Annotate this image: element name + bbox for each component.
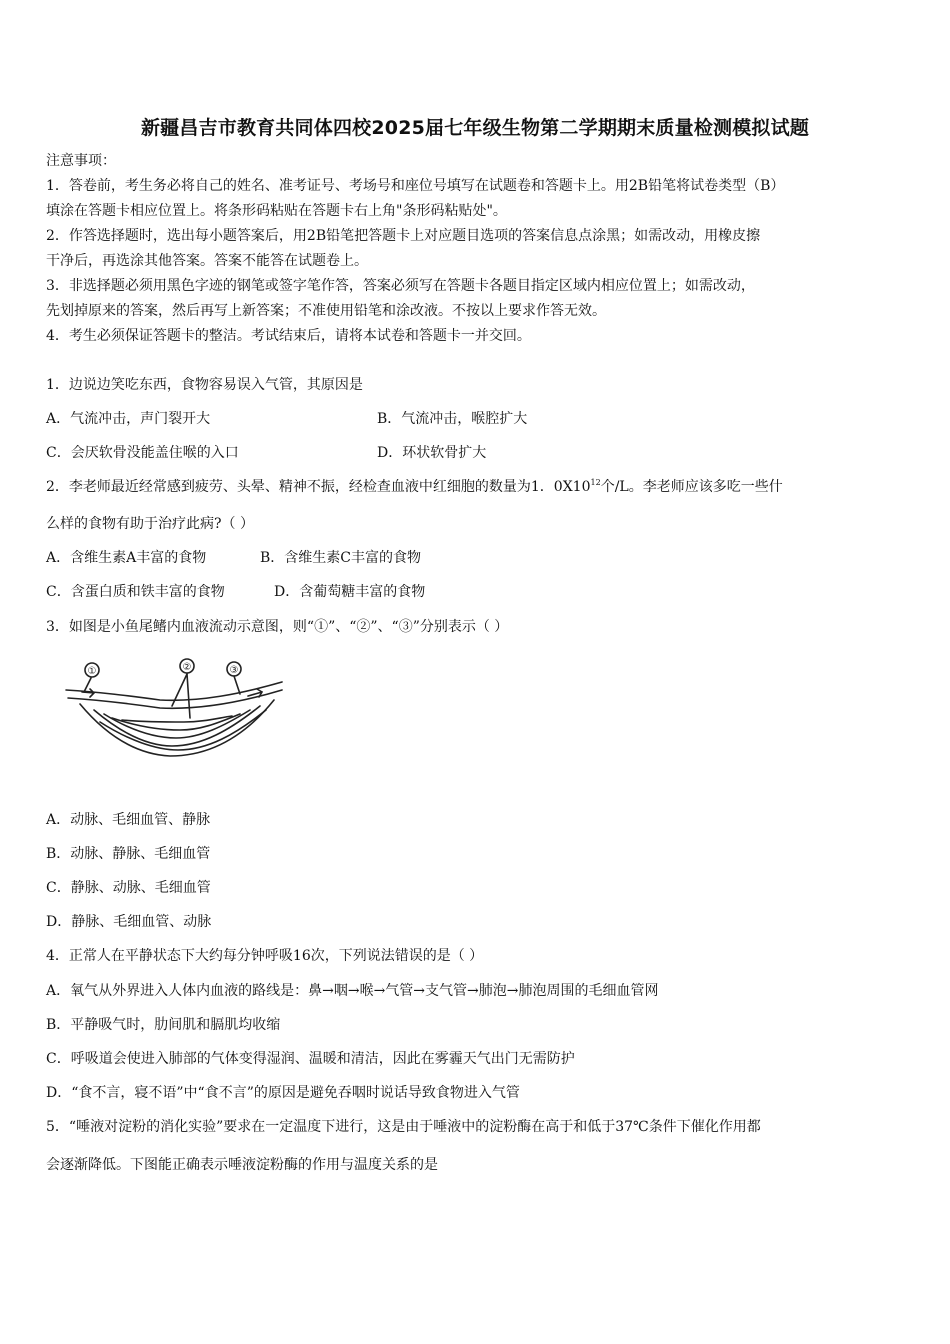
upper-vessel-line — [66, 682, 282, 700]
question-5-stem-line2: 会逐渐降低。下图能正确表示唾液淀粉酶的作用与温度关系的是 — [46, 1157, 438, 1173]
label-pointer — [187, 674, 190, 718]
q4-option-a: A．氧气从外界进入人体内血液的路线是：鼻→咽→喉→气管→支气管→肺泡→肺泡周围的毛细血管网 — [46, 983, 659, 999]
page-title: 新疆昌吉市教育共同体四校2025届七年级生物第二学期期末质量检测模拟试题 — [140, 117, 810, 139]
notice-line: 填涂在答题卡相应位置上。将条形码粘贴在答题卡右上角"条形码粘贴处"。 — [46, 203, 507, 219]
q2-option-d: D．含葡萄糖丰富的食物 — [274, 584, 426, 600]
q2-stem-part-a: 2．李老师最近经常感到疲劳、头晕、精神不振，经检查血液中红细胞的数量为1．0X10 — [46, 479, 591, 495]
question-2-stem-line2: 么样的食物有助于治疗此病?（ ） — [46, 516, 254, 532]
q1-option-c: C．会厌软骨没能盖住喉的入口 — [46, 445, 239, 461]
question-2-stem — [46, 477, 908, 497]
q3-option-d: D．静脉、毛细血管、动脉 — [46, 914, 212, 930]
capillary-line — [104, 710, 250, 738]
notice-line: 4．考生必须保证答题卡的整洁。考试结束后，请将本试卷和答题卡一并交回。 — [46, 328, 531, 344]
figure-label-1: ① — [87, 666, 97, 677]
fish-tail-blood-flow-diagram — [60, 656, 290, 778]
figure-label-3: ③ — [229, 665, 239, 676]
notice-line: 干净后，再选涂其他答案。答案不能答在试题卷上。 — [46, 253, 368, 269]
q2-option-a: A．含维生素A丰富的食物 — [46, 550, 207, 566]
question-1-stem: 1．边说边笑吃东西，食物容易误入气管，其原因是 — [46, 377, 363, 393]
notice-line: 先划掉原来的答案，然后再写上新答案；不准使用铅笔和涂改液。不按以上要求作答无效。 — [46, 303, 606, 319]
q2-exponent: 12 — [590, 478, 601, 487]
notice-line: 3．非选择题必须用黑色字迹的钢笔或签字笔作答，答案必须写在答题卡各题目指定区域内相应位置上；如需改动， — [46, 278, 755, 294]
figure-label-2: ② — [182, 662, 192, 673]
notice-heading: 注意事项： — [46, 153, 116, 169]
q1-option-d: D．环状软骨扩大 — [377, 445, 487, 461]
question-3-stem: 3．如图是小鱼尾鳍内血液流动示意图，则“①”、“②”、“③”分别表示（ ） — [46, 619, 509, 635]
question-5-stem: 5．“唾液对淀粉的消化实验”要求在一定温度下进行，这是由于唾液中的淀粉酶在高于和低于37℃条件下催化作用都 — [46, 1119, 761, 1135]
q3-option-b: B．动脉、静脉、毛细血管 — [46, 846, 211, 862]
flow-arrow-icon — [82, 689, 94, 697]
label-pointer — [234, 676, 240, 694]
q4-option-d: D．“食不言，寝不语”中“食不言”的原因是避免吞咽时说话导致食物进入气管 — [46, 1085, 520, 1101]
q2-option-c: C．含蛋白质和铁丰富的食物 — [46, 584, 225, 600]
q1-option-b: B．气流冲击，喉腔扩大 — [377, 411, 528, 427]
q3-option-a: A．动脉、毛细血管、静脉 — [46, 812, 211, 828]
notice-line: 2．作答选择题时，选出每小题答案后，用2B铅笔把答题卡上对应题目选项的答案信息点涂黑；如需改动，用橡皮擦 — [46, 228, 761, 244]
q1-option-a: A．气流冲击，声门裂开大 — [46, 411, 211, 427]
q3-option-c: C．静脉、动脉、毛细血管 — [46, 880, 211, 896]
q4-option-b: B．平静吸气时，肋间肌和膈肌均收缩 — [46, 1017, 281, 1033]
q2-stem-part-b: 个/L。李老师应该多吃一些什 — [600, 479, 783, 495]
capillary-line — [122, 716, 232, 722]
q4-option-c: C．呼吸道会使进入肺部的气体变得湿润、温暖和清洁，因此在雾霾天气出门无需防护 — [46, 1051, 575, 1067]
notice-line: 1．答卷前，考生务必将自己的姓名、准考证号、考场号和座位号填写在试题卷和答题卡上。用2B铅笔将试卷类型（B） — [46, 178, 785, 194]
question-4-stem: 4．正常人在平静状态下大约每分钟呼吸16次，下列说法错误的是（ ） — [46, 948, 484, 964]
label-pointer — [172, 674, 187, 706]
q2-option-b: B．含维生素C丰富的食物 — [260, 550, 421, 566]
